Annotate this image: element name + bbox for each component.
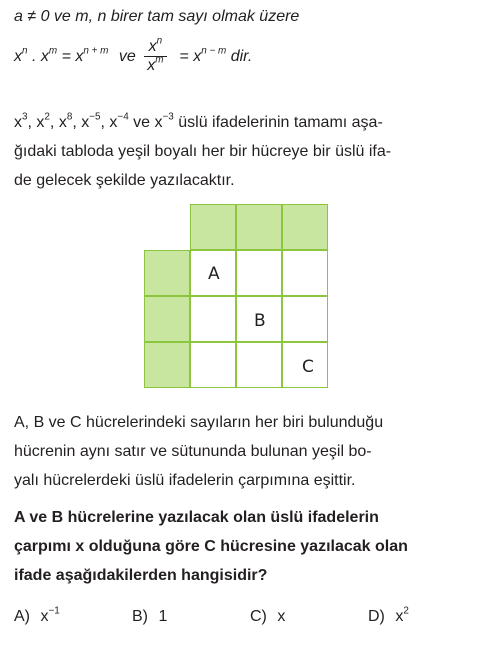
option-label: D)	[368, 608, 385, 625]
green-side-cell-row1	[144, 250, 190, 296]
option-base: x	[395, 608, 404, 625]
table-cell	[282, 296, 328, 342]
term-exponent: n	[156, 35, 163, 47]
product-rule	[14, 45, 113, 65]
expr-base: x	[58, 114, 67, 131]
expr-base: x	[81, 114, 90, 131]
expr-exponent: 2	[44, 111, 50, 123]
explanation-line-2: hücrenin aynı satır ve sütununda bulunan yeşil bo-	[14, 443, 372, 460]
cell-b-label: B	[254, 311, 266, 331]
expr-exponent: 3	[22, 111, 28, 123]
term-exponent: n + m	[83, 45, 109, 57]
ve-connector: ve	[118, 47, 136, 65]
comma: ,	[27, 114, 37, 131]
expr-exponent: 8	[66, 111, 73, 123]
green-header-cell-col2	[236, 204, 282, 250]
dir-suffix: dir.	[230, 47, 253, 65]
intro-line-2: ğıdaki tabloda yeşil boyalı her bir hücreye bir üslü ifa-	[14, 143, 392, 160]
expr-exponent: −5	[89, 111, 101, 123]
explanation-paragraph	[14, 408, 383, 495]
equals-sign: =	[57, 47, 76, 65]
expr-exponent: −4	[117, 111, 129, 123]
option-label: A)	[14, 608, 30, 625]
option-exponent: −1	[48, 605, 60, 617]
question-line-1: A ve B hücrelerine yazılacak olan üslü ifadelerin	[14, 509, 379, 526]
term-base: x	[75, 47, 84, 65]
ve-connector: ve	[128, 114, 155, 131]
cell-a	[190, 250, 236, 296]
green-header-cell-col3	[282, 204, 328, 250]
rule-condition: a ≠ 0 ve m, n birer tam sayı olmak üzere	[14, 8, 300, 25]
table-cell	[282, 250, 328, 296]
option-a[interactable]	[14, 605, 60, 626]
question-text	[14, 503, 408, 590]
cell-c	[282, 342, 328, 388]
term-exponent: n	[22, 45, 28, 57]
quotient-fraction	[144, 35, 166, 75]
option-label: B)	[132, 608, 148, 625]
term-base: x	[193, 47, 202, 65]
expr-base: x	[36, 114, 45, 131]
term-base: x	[14, 47, 22, 65]
table-cell	[236, 342, 282, 388]
equals-sign: =	[174, 47, 194, 65]
table-cell	[236, 250, 282, 296]
exponent-rules	[14, 35, 253, 78]
option-label: C)	[250, 608, 267, 625]
option-value: x	[277, 608, 286, 625]
intro-line-1-text: üslü ifadelerinin tamamı aşa-	[173, 114, 383, 131]
intro-line-3: de gelecek şekilde yazılacaktır.	[14, 172, 235, 189]
cell-b	[236, 296, 282, 342]
option-c[interactable]	[250, 608, 285, 626]
comma: ,	[72, 114, 82, 131]
option-exponent: 2	[403, 605, 409, 617]
option-base: x	[40, 608, 49, 625]
term-base: x	[147, 57, 156, 74]
expr-base: x	[154, 114, 163, 131]
table-cell	[190, 342, 236, 388]
comma: ,	[100, 114, 110, 131]
option-b[interactable]	[132, 608, 167, 626]
term-exponent: n − m	[201, 45, 227, 57]
green-side-cell-row3	[144, 342, 190, 388]
question-line-2: çarpımı x olduğuna göre C hücresine yazılacak olan	[14, 538, 408, 555]
question-line-3: ifade aşağıdakilerden hangisidir?	[14, 567, 268, 584]
term-base: x	[40, 47, 49, 65]
table-cell	[190, 296, 236, 342]
cell-a-label: A	[208, 264, 220, 284]
term-exponent: m	[155, 54, 164, 66]
explanation-line-1: A, B ve C hücrelerindeki sayıların her biri bulunduğu	[14, 414, 384, 431]
comma: ,	[49, 114, 59, 131]
term-exponent: m	[48, 45, 58, 57]
green-side-cell-row2	[144, 296, 190, 342]
option-d[interactable]	[368, 605, 409, 626]
expr-base: x	[14, 114, 22, 131]
option-value: 1	[158, 608, 168, 625]
explanation-line-3: yalı hücrelerdeki üslü ifadelerin çarpımına eşittir.	[14, 472, 356, 489]
expr-base: x	[109, 114, 118, 131]
intro-line-1	[14, 108, 391, 137]
term-base: x	[148, 38, 157, 55]
expr-exponent: −3	[162, 111, 174, 123]
cell-c-label: C	[302, 357, 314, 377]
fraction-denominator	[144, 54, 166, 75]
answer-options	[14, 605, 474, 636]
quotient-rule-rhs	[174, 45, 253, 65]
dot-operator: .	[27, 47, 41, 65]
green-header-cell-col1	[190, 204, 236, 250]
intro-paragraph	[14, 108, 391, 195]
